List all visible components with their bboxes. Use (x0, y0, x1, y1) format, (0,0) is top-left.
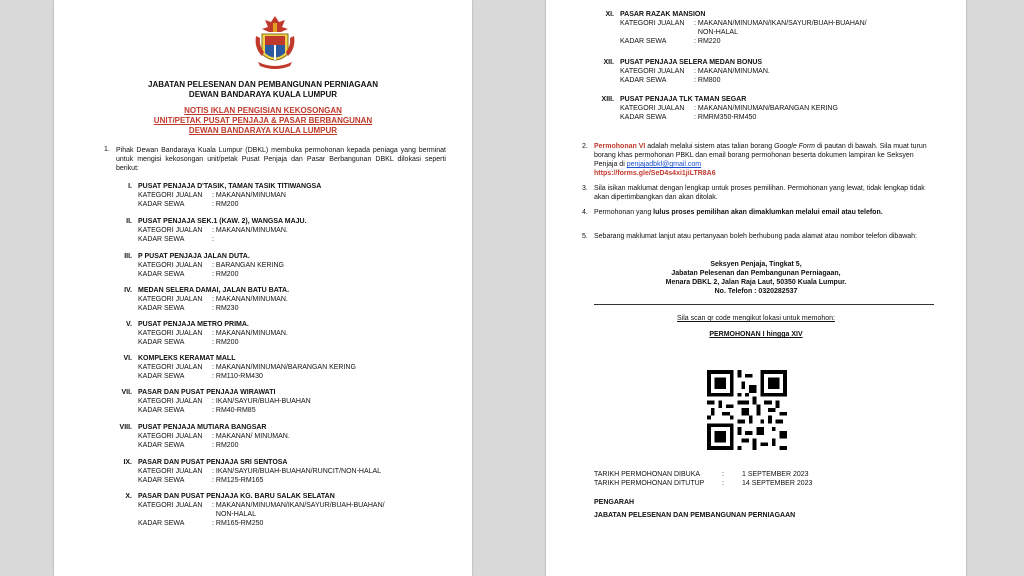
divider (594, 304, 934, 305)
paragraph-3: 3. Sila isikan maklumat dengan lengkap untuk proses pemilihan. Permohonan yang lewat, tidak lengkap tidak akan dipertimbangkan dan akan ditolak. (582, 185, 925, 201)
location-item: VII. PASAR DAN PUSAT PENJAJA WIRAWATI KATEGORI JUALAN : IKAN/SAYUR/BUAH-BUAHAN KADAR SEWA : RM40-RM85 (121, 389, 311, 414)
notice-line-1: NOTIS IKLAN PENGISIAN KEKOSONGAN (184, 106, 342, 115)
location-name: P PUSAT PENJAJA JALAN DUTA. (138, 253, 250, 260)
qr-label: PERMOHONAN I hingga XIV (709, 331, 803, 338)
location-item: XII. PUSAT PENJAJA SELERA MEDAN BONUS KATEGORI JUALAN : MAKANAN/MINUMAN. KADAR SEWA : RM800 (603, 59, 770, 84)
location-item: IV. MEDAN SELERA DAMAI, JALAN BATU BATA. KATEGORI JUALAN : MAKANAN/MINUMAN. KADAR SEWA : RM230 (124, 287, 290, 312)
location-item: V. PUSAT PENJAJA METRO PRIMA. KATEGORI JUALAN : MAKANAN/MINUMAN. KADAR SEWA : RM200 (126, 321, 288, 346)
location-name: PUSAT PENJAJA D'TASIK, TAMAN TASIK TITIWANGSA (138, 183, 322, 190)
location-item: I. PUSAT PENJAJA D'TASIK, TAMAN TASIK TITIWANGSA KATEGORI JUALAN : MAKANAN/MINUMAN KADAR SEWA : RM200 (128, 183, 322, 208)
contact-address: Seksyen Penjaja, Tingkat 5, Jabatan Pelesenan dan Pembangunan Perniagaan, Menara DBKL 2, Jalan Raja Laut, 50350 Kuala Lumpur. No. Telefon : 0320282537 (665, 261, 847, 295)
google-form-link[interactable]: https://forms.gle/SeD4s4xi1jiLTR8A6 (594, 170, 716, 177)
paragraph-5: 5. Sebarang maklumat lanjut atau pertanyaan boleh berhubung pada alamat atau nombor telefon dibawah: (582, 233, 918, 240)
location-name: KOMPLEKS KERAMAT MALL (138, 355, 236, 362)
intro-paragraph: Pihak Dewan Bandaraya Kuala Lumpur (DBKL) membuka permohonan kepada peniaga yang berminat untuk mengisi kekosongan unit/petak Pusat Penjaja dan Pasar Berbangunan DBKL dilokasi seperti berikut: (116, 147, 446, 172)
agency-line-1: JABATAN PELESENAN DAN PEMBANGUNAN PERNIAGAAN (148, 80, 378, 89)
document-page-left (54, 0, 472, 576)
agency-line-2: DEWAN BANDARAYA KUALA LUMPUR (188, 90, 338, 99)
notice-line-2: UNIT/PETAK PUSAT PENJAJA & PASAR BERBANGUNAN (153, 116, 373, 125)
date-opened: TARIKH PERMOHONAN DIBUKA : 1 SEPTEMBER 2023 (594, 471, 809, 478)
location-item: XIII. PUSAT PENJAJA TLK TAMAN SEGAR KATEGORI JUALAN : MAKANAN/MINUMAN/BARANGAN KERING KADAR SEWA : RMRM350-RM450 (601, 96, 838, 121)
intro-number: 1. (104, 146, 110, 153)
location-name: PASAR DAN PUSAT PENJAJA SRI SENTOSA (138, 459, 288, 466)
location-name: PUSAT PENJAJA SELERA MEDAN BONUS (620, 59, 763, 66)
dbkl-crest-icon (254, 14, 296, 72)
location-item: III. P PUSAT PENJAJA JALAN DUTA. KATEGORI JUALAN : BARANGAN KERING KADAR SEWA : RM200 (124, 253, 284, 278)
location-item: II. PUSAT PENJAJA SEK.1 (KAW. 2), WANGSA MAJU. KATEGORI JUALAN : MAKANAN/MINUMAN. KADAR SEWA : (126, 218, 307, 243)
location-name: PUSAT PENJAJA METRO PRIMA. (138, 321, 249, 328)
date-closed: TARIKH PERMOHONAN DITUTUP : 14 SEPTEMBER 2023 (594, 480, 813, 487)
location-name: PASAR RAZAK MANSION (620, 11, 706, 18)
location-item: VI. KOMPLEKS KERAMAT MALL KATEGORI JUALAN : MAKANAN/MINUMAN/BARANGAN KERING KADAR SEWA : RM110-RM430 (123, 355, 356, 380)
location-name: PUSAT PENJAJA MUTIARA BANGSAR (138, 424, 267, 431)
signoff: PENGARAH JABATAN PELESENAN DAN PEMBANGUNAN PERNIAGAAN (594, 499, 796, 519)
scan-caption: Sila scan qr code mengikut lokasi untuk memohon: (677, 315, 835, 322)
qr-code-icon[interactable] (707, 370, 787, 450)
paragraph-4: 4. Permohonan yang lulus proses pemilihan akan dimaklumkan melalui email atau telefon. (582, 209, 883, 216)
location-item: IX. PASAR DAN PUSAT PENJAJA SRI SENTOSA KATEGORI JUALAN : IKAN/SAYUR/BUAH-BUAHAN/RUNCIT/NON-HALAL KADAR SEWA : RM125-RM165 (123, 459, 382, 484)
document-page-right (546, 0, 966, 576)
location-name: PASAR DAN PUSAT PENJAJA KG. BARU SALAK SELATAN (138, 493, 335, 500)
email-link[interactable]: penjajadbkl@gmail.com (626, 161, 702, 168)
location-name: MEDAN SELERA DAMAI, JALAN BATU BATA. (138, 287, 290, 294)
paragraph-2: 2. Permohonan VI adalah melalui sistem atas talian borang Google Form di pautan di bawah. Sila muat turun borang khas permohonan PBKL dan email borang permohonan beserta dokumen lampiran ke Seksyen Penjaja di penjajadbkl@gmail.com https://forms.gle/SeD4s4xi1jiLTR8A6 (594, 142, 934, 178)
location-name: PUSAT PENJAJA TLK TAMAN SEGAR (620, 96, 747, 103)
location-item: XI. PASAR RAZAK MANSION KATEGORI JUALAN : MAKANAN/MINUMAN/IKAN/SAYUR/BUAH-BUAHAN/ NON-HALAL KADAR SEWA : RM220 (605, 11, 867, 45)
location-name: PASAR DAN PUSAT PENJAJA WIRAWATI (138, 389, 276, 396)
location-name: PUSAT PENJAJA SEK.1 (KAW. 2), WANGSA MAJU. (138, 218, 307, 225)
notice-line-3: DEWAN BANDARAYA KUALA LUMPUR (188, 126, 338, 135)
location-item: VIII. PUSAT PENJAJA MUTIARA BANGSAR KATEGORI JUALAN : MAKANAN/ MINUMAN. KADAR SEWA : RM200 (119, 424, 290, 449)
location-item: X. PASAR DAN PUSAT PENJAJA KG. BARU SALAK SELATAN KATEGORI JUALAN : MAKANAN/MINUMAN/IKAN/SAYUR/BUAH-BUAHAN/ NON-HALAL KADAR SEWA : RM165-RM250 (125, 493, 385, 527)
